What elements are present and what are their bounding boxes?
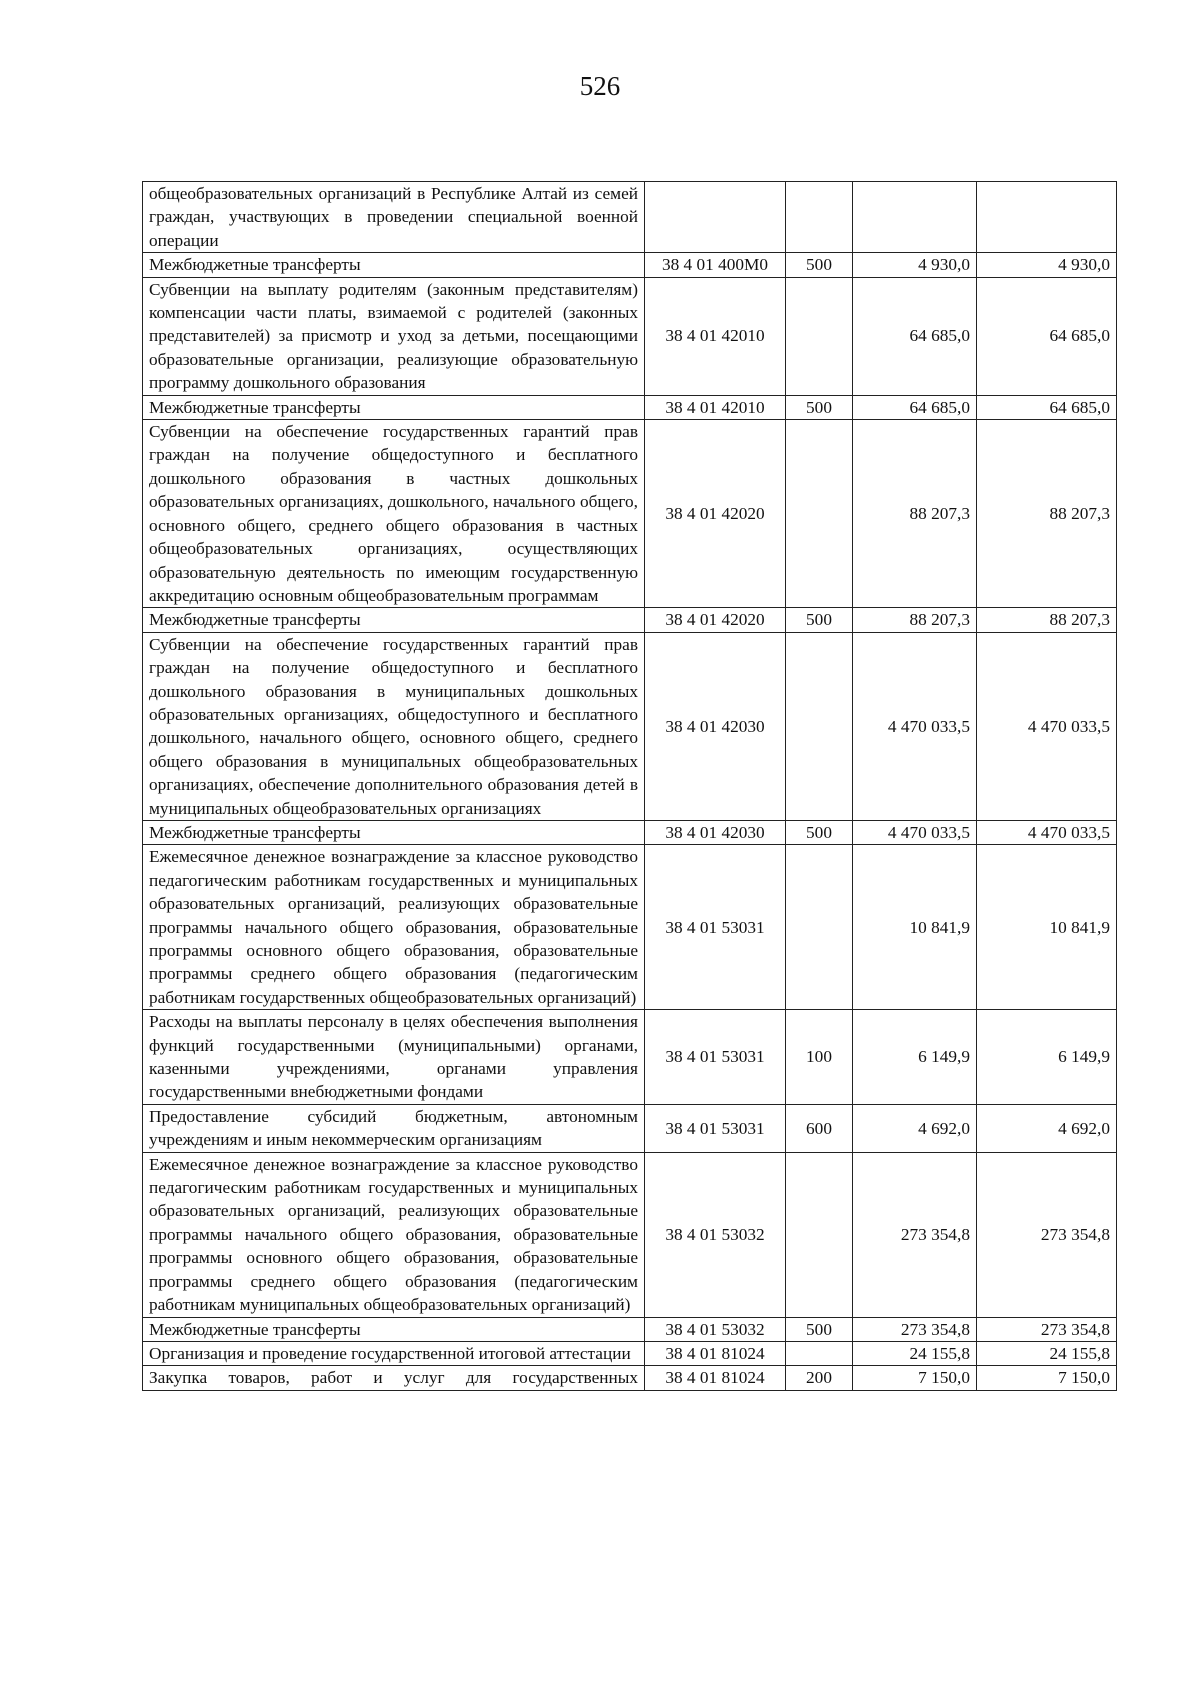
row-name: Межбюджетные трансферты <box>143 820 645 844</box>
row-name: Закупка товаров, работ и услуг для государственных <box>143 1366 645 1390</box>
row-kind <box>786 420 853 608</box>
row-kind: 500 <box>786 820 853 844</box>
row-name: Межбюджетные трансферты <box>143 1317 645 1341</box>
row-kind: 500 <box>786 253 853 277</box>
page-number: 526 <box>579 71 621 101</box>
row-value-1: 64 685,0 <box>853 277 977 395</box>
row-name: общеобразовательных организаций в Республике Алтай из семей граждан, участвующих в проведении специальной военной операции <box>143 182 645 253</box>
row-value-2: 6 149,9 <box>977 1010 1117 1105</box>
row-code: 38 4 01 53032 <box>645 1317 786 1341</box>
row-kind <box>786 845 853 1010</box>
row-value-2: 10 841,9 <box>977 845 1117 1010</box>
budget-table <box>142 181 1117 1391</box>
table-row <box>143 1317 1117 1341</box>
row-name: Организация и проведение государственной итоговой аттестации <box>143 1341 645 1365</box>
row-value-1: 4 930,0 <box>853 253 977 277</box>
row-name: Предоставление субсидий бюджетным, автономным учреждениям и иным некоммерческим организациям <box>143 1104 645 1152</box>
table-row <box>143 1341 1117 1365</box>
row-name: Ежемесячное денежное вознаграждение за классное руководство педагогическим работникам государственных и муниципальных образовательных организаций, реализующих образовательные программы начального общего образования, образовательные программы основного общего образования, образовательные программы среднего общего образования (педагогическим работникам муниципальных общеобразовательных организаций) <box>143 1152 645 1317</box>
row-value-2: 7 150,0 <box>977 1366 1117 1390</box>
table-row <box>143 632 1117 820</box>
table-row <box>143 420 1117 608</box>
table-row <box>143 253 1117 277</box>
row-kind: 500 <box>786 395 853 419</box>
row-kind: 500 <box>786 1317 853 1341</box>
row-kind <box>786 1341 853 1365</box>
row-kind <box>786 182 853 253</box>
row-kind: 100 <box>786 1010 853 1105</box>
row-kind <box>786 632 853 820</box>
row-kind: 600 <box>786 1104 853 1152</box>
row-code: 38 4 01 42020 <box>645 608 786 632</box>
row-value-2: 88 207,3 <box>977 608 1117 632</box>
row-code: 38 4 01 81024 <box>645 1366 786 1390</box>
row-value-2: 273 354,8 <box>977 1317 1117 1341</box>
row-code: 38 4 01 53031 <box>645 845 786 1010</box>
row-kind: 200 <box>786 1366 853 1390</box>
table-row <box>143 1104 1117 1152</box>
row-value-2: 88 207,3 <box>977 420 1117 608</box>
row-code: 38 4 01 42010 <box>645 277 786 395</box>
row-code: 38 4 01 53031 <box>645 1010 786 1105</box>
row-value-2: 4 470 033,5 <box>977 632 1117 820</box>
row-name: Ежемесячное денежное вознаграждение за классное руководство педагогическим работникам государственных и муниципальных образовательных организаций, реализующих образовательные программы начального общего образования, образовательные программы основного общего образования, образовательные программы среднего общего образования (педагогическим работникам государственных общеобразовательных организаций) <box>143 845 645 1010</box>
row-value-1: 4 470 033,5 <box>853 632 977 820</box>
row-name: Расходы на выплаты персоналу в целях обеспечения выполнения функций государственными (муниципальными) органами, казенными учреждениями, органами управления государственными внебюджетными фондами <box>143 1010 645 1105</box>
table-row <box>143 277 1117 395</box>
row-value-1: 10 841,9 <box>853 845 977 1010</box>
table-row <box>143 1366 1117 1390</box>
row-value-1: 273 354,8 <box>853 1317 977 1341</box>
table-row <box>143 820 1117 844</box>
row-code: 38 4 01 53031 <box>645 1104 786 1152</box>
table-row <box>143 1010 1117 1105</box>
row-value-2 <box>977 182 1117 253</box>
row-name: Субвенции на выплату родителям (законным представителям) компенсации части платы, взимаемой с родителей (законных представителей) за присмотр и уход за детьми, посещающими образовательные организации, реализующие образовательную программу дошкольного образования <box>143 277 645 395</box>
row-name: Субвенции на обеспечение государственных гарантий прав граждан на получение общедоступного и бесплатного дошкольного образования в частных дошкольных образовательных организациях, дошкольного, начального общего, основного общего, среднего общего образования в частных общеобразовательных организациях, осуществляющих образовательную деятельность по имеющим государственную аккредитацию основным общеобразовательным программам <box>143 420 645 608</box>
row-value-2: 4 692,0 <box>977 1104 1117 1152</box>
table-row <box>143 395 1117 419</box>
row-value-1 <box>853 182 977 253</box>
row-name: Субвенции на обеспечение государственных гарантий прав граждан на получение общедоступного и бесплатного дошкольного образования в муниципальных дошкольных образовательных организациях, общедоступного и бесплатного дошкольного, начального общего, основного общего, среднего общего образования в муниципальных общеобразовательных организациях, обеспечение дополнительного образования детей в муниципальных общеобразовательных организациях <box>143 632 645 820</box>
row-code: 38 4 01 42030 <box>645 820 786 844</box>
row-kind <box>786 1152 853 1317</box>
row-name: Межбюджетные трансферты <box>143 608 645 632</box>
row-value-1: 24 155,8 <box>853 1341 977 1365</box>
row-code: 38 4 01 42030 <box>645 632 786 820</box>
table-row <box>143 182 1117 253</box>
table-row <box>143 608 1117 632</box>
row-value-1: 64 685,0 <box>853 395 977 419</box>
row-kind <box>786 277 853 395</box>
row-value-2: 4 930,0 <box>977 253 1117 277</box>
row-value-1: 7 150,0 <box>853 1366 977 1390</box>
row-value-1: 88 207,3 <box>853 608 977 632</box>
table-row <box>143 1152 1117 1317</box>
row-value-1: 273 354,8 <box>853 1152 977 1317</box>
row-name: Межбюджетные трансферты <box>143 395 645 419</box>
row-name: Межбюджетные трансферты <box>143 253 645 277</box>
row-value-2: 64 685,0 <box>977 277 1117 395</box>
row-kind: 500 <box>786 608 853 632</box>
row-value-1: 4 470 033,5 <box>853 820 977 844</box>
row-code: 38 4 01 53032 <box>645 1152 786 1317</box>
row-value-1: 6 149,9 <box>853 1010 977 1105</box>
row-value-2: 24 155,8 <box>977 1341 1117 1365</box>
row-code: 38 4 01 42010 <box>645 395 786 419</box>
row-code <box>645 182 786 253</box>
row-value-2: 4 470 033,5 <box>977 820 1117 844</box>
row-code: 38 4 01 42020 <box>645 420 786 608</box>
table-row <box>143 845 1117 1010</box>
row-value-2: 64 685,0 <box>977 395 1117 419</box>
row-value-2: 273 354,8 <box>977 1152 1117 1317</box>
row-code: 38 4 01 400М0 <box>645 253 786 277</box>
row-code: 38 4 01 81024 <box>645 1341 786 1365</box>
row-value-1: 4 692,0 <box>853 1104 977 1152</box>
row-value-1: 88 207,3 <box>853 420 977 608</box>
